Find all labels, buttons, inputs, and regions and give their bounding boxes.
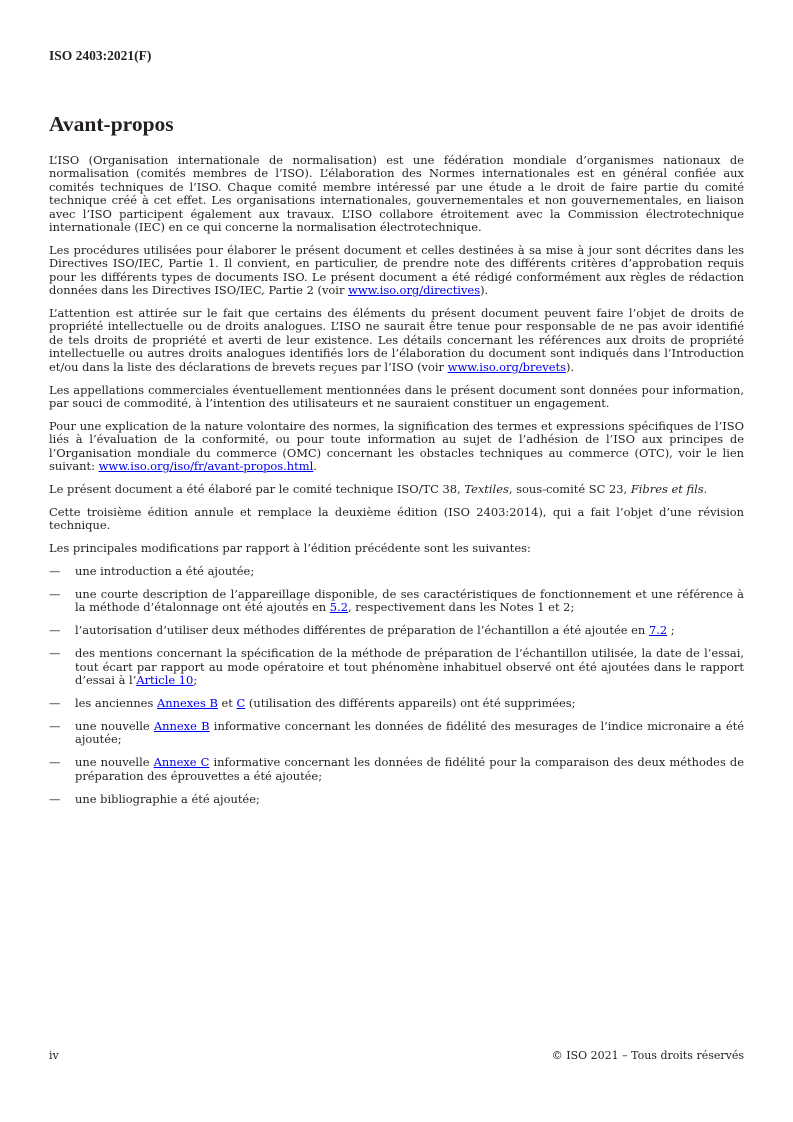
document-id: ISO 2403:2021(F) xyxy=(49,48,152,63)
foreword-body xyxy=(49,154,744,815)
list-dash: — xyxy=(49,623,61,638)
paragraph-iso-intro: L’ISO (Organisation internationale de normalisation) est une fédération mondiale d’organismes nationaux de normalisation (comités membres de l’ISO). L’élaboration des Normes internationales est en général confiée aux comités techniques de l’ISO. Chaque comité membre intéressé par une étude a le droit de faire partie du comité technique créé à cet effet. Les organisations internationales, gouvernementales et non gouvernementales, en liaison avec l’ISO participent également aux travaux. L’ISO collabore étroitement avec la Commission électrotechnique internationale (IEC) en ce qui concerne la normalisation électrotechnique. xyxy=(49,153,744,235)
link-avant-propos[interactable]: www.iso.org/iso/fr/avant-propos.html xyxy=(98,459,314,474)
link-clause-5-2[interactable]: 5.2 xyxy=(329,600,348,615)
list-dash: — xyxy=(49,696,61,710)
list-item: — une introduction a été ajoutée; xyxy=(49,564,255,579)
paragraph-changes-intro: Les principales modifications par rapport à l’édition précédente sont les suivantes: xyxy=(49,541,531,556)
list-item: — l’autorisation d’utiliser deux méthodes différentes de préparation de l’échantillon a été ajoutée en 7.2 ; xyxy=(49,623,675,638)
link-article-10[interactable]: Article 10 xyxy=(136,673,194,688)
page-title: Avant-propos xyxy=(49,112,174,136)
list-item: — des mentions concernant la spécification de la méthode de préparation de l’échantillon utilisée, la date de l’essai, tout écart par rapport au mode opératoire et tout phénomène inhabituel observé ont été ajoutées dans le rapport d’essai à l’Article 10; xyxy=(49,646,744,688)
link-annex-b[interactable]: Annexe B xyxy=(153,718,210,733)
list-dash: — xyxy=(49,646,61,661)
page-number: iv xyxy=(49,1049,59,1062)
page-footer xyxy=(49,1049,744,1062)
paragraph-patents: L’attention est attirée sur le fait que certains des éléments du présent document peuvent faire l’objet de droits de propriété intellectuelle ou de droits analogues. L’ISO ne saurait être tenue pour responsable de ne pas avoir identifié de tels droits de propriété et averti de leur existence. Les détails concernant les références aux droits de propriété intellectuelle ou autres droits analogues identifiés lors de l’élaboration du document sont indiqués dans l’Introduction et/ou dans la liste des déclarations de brevets reçues par l’ISO (voir www.iso.org/brevets). xyxy=(49,306,744,374)
list-item: — une nouvelle Annexe C informative concernant les données de fidélité pour la comparaison des deux méthodes de préparation des éprouvettes a été ajoutée; xyxy=(49,755,744,783)
link-annexes-b[interactable]: Annexes B xyxy=(156,696,218,710)
link-brevets[interactable]: www.iso.org/brevets xyxy=(447,359,566,374)
list-dash: — xyxy=(49,791,61,806)
paragraph-committee: Le présent document a été élaboré par le comité technique ISO/TC 38, Textiles, sous-comité SC 23, Fibres et fils. xyxy=(49,482,708,497)
list-dash: — xyxy=(49,564,61,579)
list-item: — une nouvelle Annexe B informative concernant les données de fidélité des mesurages de l’indice micronaire a été ajoutée; xyxy=(49,718,744,747)
link-clause-7-2[interactable]: 7.2 xyxy=(648,623,668,638)
list-dash: — xyxy=(49,755,61,770)
link-annex-c-old[interactable]: C xyxy=(236,696,246,710)
list-dash: — xyxy=(49,587,61,602)
list-item: — les anciennes Annexes B et C (utilisation des différents appareils) ont été supprimées; xyxy=(49,696,576,710)
paragraph-trade-names: Les appellations commerciales éventuellement mentionnées dans le présent document sont données pour information, par souci de commodité, à l’intention des utilisateurs et ne sauraient constituer un engagement. xyxy=(49,382,744,410)
link-annex-c[interactable]: Annexe C xyxy=(153,755,210,770)
list-dash: — xyxy=(49,718,61,733)
paragraph-edition: Cette troisième édition annule et remplace la deuxième édition (ISO 2403:2014), qui a fait l’objet d’une révision technique. xyxy=(49,504,744,533)
list-item: — une courte description de l’appareillage disponible, de ses caractéristiques de fonctionnement et une référence à la méthode d’étalonnage ont été ajoutés en 5.2, respectivement dans les Notes 1 et 2; xyxy=(49,587,744,615)
paragraph-procedures: Les procédures utilisées pour élaborer le présent document et celles destinées à sa mise à jour sont décrites dans les Directives ISO/IEC, Partie 1. Il convient, en particulier, de prendre note des différents critères d’approbation requis pour les différents types de documents ISO. Le présent document a été rédigé conformément aux règles de rédaction données dans les Directives ISO/IEC, Partie 2 (voir www.iso.org/directives). xyxy=(49,242,744,298)
list-item: — une bibliographie a été ajoutée; xyxy=(49,791,260,806)
link-directives[interactable]: www.iso.org/directives xyxy=(348,283,481,298)
copyright-notice: © ISO 2021 – Tous droits réservés xyxy=(551,1049,744,1062)
paragraph-voluntary-nature: Pour une explication de la nature volontaire des normes, la signification des termes et expressions spécifiques de l’ISO liés à l’évaluation de la conformité, ou pour toute information au sujet de l’adhésion de l’ISO aux principes de l’Organisation mondiale du commerce (OMC) concernant les obstacles techniques au commerce (OTC), voir le lien suivant: www.iso.org/iso/fr/avant-propos.html. xyxy=(49,418,744,474)
